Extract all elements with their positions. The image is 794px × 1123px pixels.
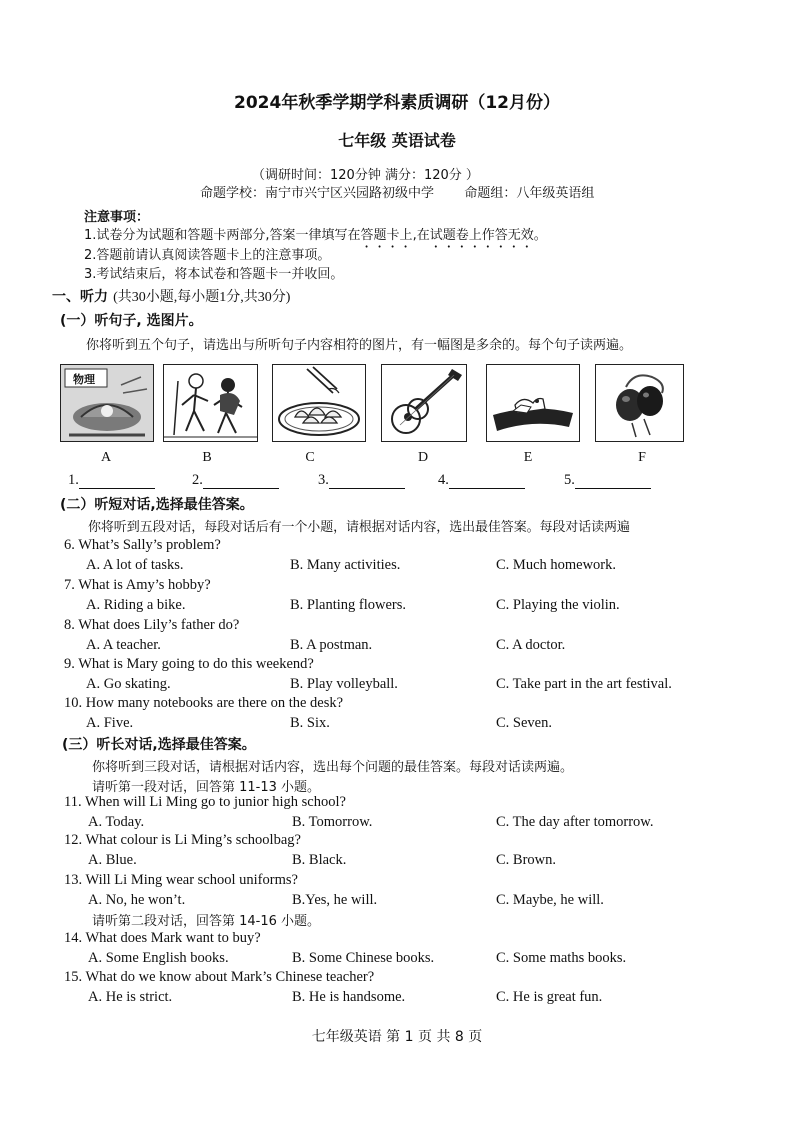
question-text: 9. What is Mary going to do this weekend? bbox=[64, 656, 314, 672]
option-a[interactable]: A. Five. bbox=[86, 715, 134, 731]
option-c[interactable]: C. Brown. bbox=[496, 852, 557, 868]
part-1-instruction: 你将听到五个句子，请选出与所听句子内容相符的图片，有一幅图是多余的。每个句子读两遍。 bbox=[86, 338, 633, 353]
answer-blank-2[interactable] bbox=[192, 472, 279, 489]
option-b[interactable]: B. Tomorrow. bbox=[292, 814, 373, 830]
part-3-instruction: 你将听到三段对话，请根据对话内容，选出每个问题的最佳答案。每段对话读两遍。 bbox=[92, 760, 574, 775]
chestnuts-icon bbox=[596, 365, 683, 441]
answer-blank-1-label: 1. bbox=[68, 472, 79, 488]
option-b[interactable]: B. Planting flowers. bbox=[290, 597, 406, 613]
question-text: 15. What do we know about Mark’s Chinese teacher? bbox=[64, 969, 375, 985]
option-c[interactable]: C. Some maths books. bbox=[496, 950, 627, 966]
exam-school-line bbox=[200, 182, 594, 201]
page-footer: 七年级英语 第 1 页 共 8 页 bbox=[311, 1029, 483, 1045]
answer-blank-3-label: 3. bbox=[318, 472, 329, 488]
exam-title: 2024年秋季学期学科素质调研（12月份） bbox=[234, 93, 560, 113]
picture-a bbox=[60, 364, 154, 442]
option-a[interactable]: A. A lot of tasks. bbox=[86, 557, 184, 573]
part-1-heading: (一）听句子, 选图片。 bbox=[60, 313, 203, 329]
option-c[interactable]: C. He is great fun. bbox=[496, 989, 603, 1005]
section-1-heading bbox=[52, 286, 290, 306]
question-text: 7. What is Amy’s hobby? bbox=[64, 577, 211, 593]
part-3-group-1: 请听第一段对话，回答第 11-13 小题。 bbox=[92, 780, 321, 795]
answer-blank-4[interactable] bbox=[438, 472, 525, 489]
option-b[interactable]: B. A postman. bbox=[290, 637, 373, 653]
picture-a-caption: 物理 bbox=[73, 373, 95, 386]
notice-item-1-emphasis: 答题卡上 bbox=[360, 228, 413, 243]
physics-book-icon bbox=[61, 365, 153, 441]
picture-f bbox=[595, 364, 684, 442]
question-text: 8. What does Lily’s father do? bbox=[64, 617, 240, 633]
question-text: 12. What colour is Li Ming’s schoolbag? bbox=[64, 832, 301, 848]
picture-b bbox=[163, 364, 258, 442]
picture-letter-b: B bbox=[202, 450, 212, 465]
notice-item-3: 3.考试结束后，将本试卷和答题卡一并收回。 bbox=[84, 267, 344, 282]
picture-letter-c: C bbox=[305, 450, 315, 465]
option-c[interactable]: C. Maybe, he will. bbox=[496, 892, 604, 908]
notice-item-2: 2.答题前请认真阅读答题卡上的注意事项。 bbox=[84, 248, 331, 263]
picture-c bbox=[272, 364, 366, 442]
notice-item-1-emphasis-2: 试题卷上作答无效 bbox=[429, 228, 534, 243]
answer-blank-5[interactable] bbox=[564, 472, 651, 489]
option-b[interactable]: B. Some Chinese books. bbox=[292, 950, 435, 966]
question-text: 6. What’s Sally’s problem? bbox=[64, 537, 221, 553]
option-c[interactable]: C. A doctor. bbox=[496, 637, 566, 653]
option-b[interactable]: B.Yes, he will. bbox=[292, 892, 378, 908]
option-c[interactable]: C. Take part in the art festival. bbox=[496, 676, 672, 692]
answer-blank-3[interactable] bbox=[318, 472, 405, 489]
picture-letter-e: E bbox=[523, 450, 533, 465]
question-text: 14. What does Mark want to buy? bbox=[64, 930, 261, 946]
group-name: 八年级英语组 bbox=[516, 186, 595, 201]
exam-subtitle: 七年级 英语试卷 bbox=[338, 131, 456, 150]
reading-cat-icon bbox=[487, 365, 579, 441]
picture-letter-f: F bbox=[638, 450, 646, 465]
option-a[interactable]: A. Go skating. bbox=[86, 676, 171, 692]
option-a[interactable]: A. A teacher. bbox=[86, 637, 161, 653]
picture-letter-d: D bbox=[417, 450, 429, 465]
school-label: 命题学校： bbox=[200, 186, 266, 201]
notice-item-1-end: 。 bbox=[533, 228, 547, 243]
option-a[interactable]: A. Some English books. bbox=[88, 950, 229, 966]
answer-blank-5-label: 5. bbox=[564, 472, 575, 488]
part-2-instruction: 你将听到五段对话，每段对话后有一个小题，请根据对话内容，选出最佳答案。每段对话读两遍 bbox=[88, 520, 630, 535]
question-text: 11. When will Li Ming go to junior high school? bbox=[64, 794, 346, 810]
option-b[interactable]: B. Play volleyball. bbox=[290, 676, 398, 692]
answer-blank-2-label: 2. bbox=[192, 472, 203, 488]
option-b[interactable]: B. Six. bbox=[290, 715, 330, 731]
option-b[interactable]: B. Black. bbox=[292, 852, 347, 868]
question-text: 13. Will Li Ming wear school uniforms? bbox=[64, 872, 298, 888]
option-a[interactable]: A. He is strict. bbox=[88, 989, 173, 1005]
exam-info: （调研时间：120分钟 满分：120分 ） bbox=[252, 168, 479, 183]
option-a[interactable]: A. Riding a bike. bbox=[86, 597, 186, 613]
option-c[interactable]: C. Seven. bbox=[496, 715, 552, 731]
group-label: 命题组： bbox=[464, 186, 517, 201]
option-a[interactable]: A. Blue. bbox=[88, 852, 137, 868]
option-a[interactable]: A. No, he won’t. bbox=[88, 892, 186, 908]
option-c[interactable]: C. The day after tomorrow. bbox=[496, 814, 654, 830]
option-b[interactable]: B. He is handsome. bbox=[292, 989, 406, 1005]
picture-letter-a: A bbox=[100, 450, 112, 465]
part-2-heading: (二）听短对话,选择最佳答案。 bbox=[60, 497, 254, 513]
notice-item-1-text-2: ,在 bbox=[412, 228, 430, 243]
question-text: 10. How many notebooks are there on the desk? bbox=[64, 695, 344, 711]
hiking-people-icon bbox=[164, 365, 257, 441]
picture-d bbox=[381, 364, 467, 442]
option-a[interactable]: A. Today. bbox=[88, 814, 145, 830]
answer-blank-1[interactable] bbox=[68, 472, 155, 489]
answer-blank-4-label: 4. bbox=[438, 472, 449, 488]
school-name: 南宁市兴宁区兴园路初级中学 bbox=[265, 186, 435, 201]
section-1-title: 一、听力 bbox=[52, 289, 108, 305]
option-c[interactable]: C. Playing the violin. bbox=[496, 597, 620, 613]
guitar-icon bbox=[382, 365, 466, 441]
section-1-note: (共30小题,每小题1分,共30分) bbox=[113, 290, 291, 305]
notice-heading: 注意事项： bbox=[84, 210, 150, 225]
notice-item-1-text: 1.试卷分为试题和答题卡两部分,答案一律填写在 bbox=[84, 228, 361, 243]
dumplings-icon bbox=[273, 365, 365, 441]
part-3-heading: (三）听长对话,选择最佳答案。 bbox=[62, 737, 256, 753]
part-3-group-2: 请听第二段对话，回答第 14-16 小题。 bbox=[92, 914, 321, 929]
option-c[interactable]: C. Much homework. bbox=[496, 557, 617, 573]
picture-e bbox=[486, 364, 580, 442]
option-b[interactable]: B. Many activities. bbox=[290, 557, 401, 573]
